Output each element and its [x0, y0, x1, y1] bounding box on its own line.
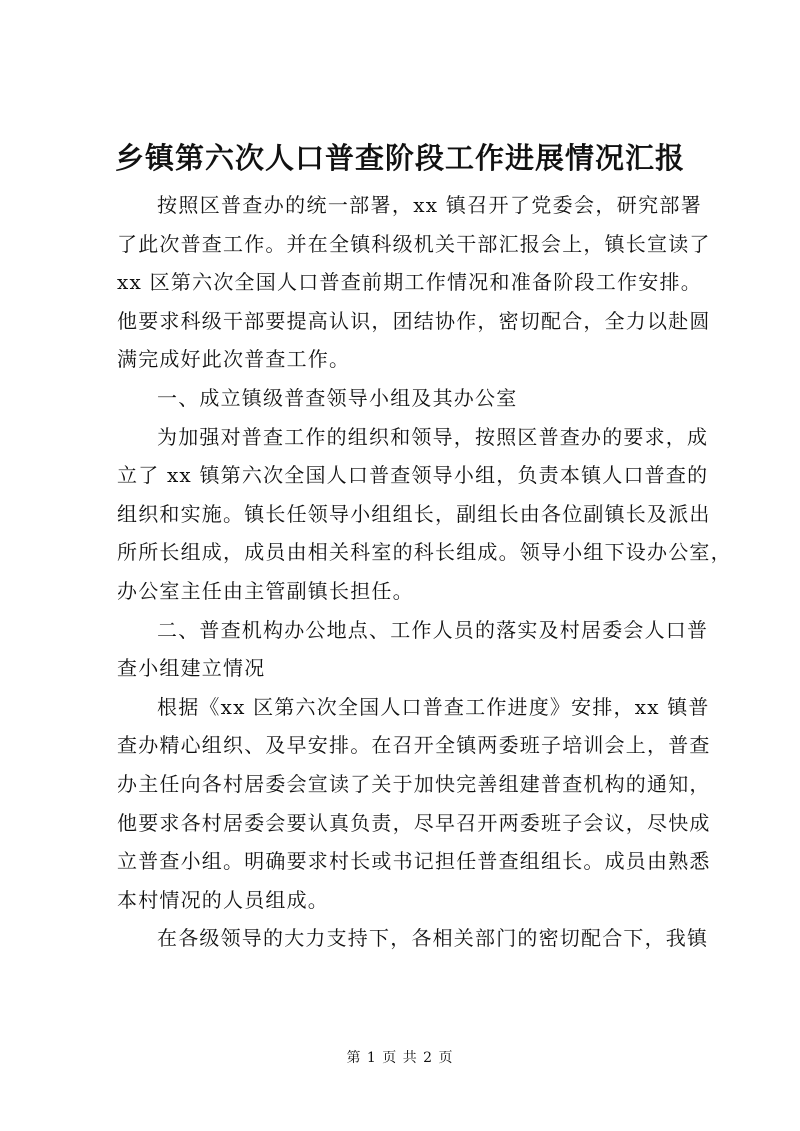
paragraph-line: xx 区第六次全国人口普查前期工作情况和准备阶段工作安排。	[117, 270, 702, 295]
paragraph-line: 组织和实施。镇长任领导小组组长，副组长由各位副镇长及派出	[117, 501, 711, 526]
paragraph-line: 在各级领导的大力支持下，各相关部门的密切配合下，我镇	[157, 926, 709, 951]
document-body	[117, 186, 732, 958]
paragraph-line: 了此次普查工作。并在全镇科级机关干部汇报会上，镇长宣读了	[117, 231, 711, 256]
paragraph-line: 立普查小组。明确要求村长或书记担任普查组组长。成员由熟悉	[117, 849, 711, 874]
paragraph-line: 本村情况的人员组成。	[117, 887, 329, 912]
document-title: 乡镇第六次人口普查阶段工作进展情况汇报	[114, 141, 685, 175]
paragraph-line: 满完成好此次普查工作。	[117, 347, 351, 372]
section-heading: 二、普查机构办公地点、工作人员的落实及村居委会人口普	[157, 617, 709, 642]
paragraph-line: 为加强对普查工作的组织和领导，按照区普查办的要求，成	[157, 424, 709, 449]
page-number-footer: 第 1 页 共 2 页	[346, 1050, 454, 1066]
paragraph-line: 按照区普查办的统一部署，xx 镇召开了党委会，研究部署	[157, 193, 702, 217]
paragraph-line: 根据《xx 区第六次全国人口普查工作进度》安排，xx 镇普	[157, 694, 710, 719]
section-heading: 查小组建立情况	[117, 656, 266, 681]
section-heading: 一、成立镇级普查领导小组及其办公室	[157, 385, 518, 410]
paragraph-line: 办公室主任由主管副镇长担任。	[117, 578, 414, 603]
paragraph-line: 查办精心组织、及早安排。在召开全镇两委班子培训会上，普查	[117, 733, 711, 758]
paragraph-line: 他要求科级干部要提高认识，团结协作，密切配合，全力以赴圆	[117, 308, 711, 333]
paragraph-line: 他要求各村居委会要认真负责，尽早召开两委班子会议，尽快成	[117, 810, 711, 835]
paragraph-line: 立了 xx 镇第六次全国人口普查领导小组，负责本镇人口普查的	[117, 463, 709, 488]
paragraph-line: 所所长组成，成员由相关科室的科长组成。领导小组下设办公室，	[117, 540, 732, 565]
paragraph-line: 办主任向各村居委会宣读了关于加快完善组建普查机构的通知，	[117, 771, 711, 796]
